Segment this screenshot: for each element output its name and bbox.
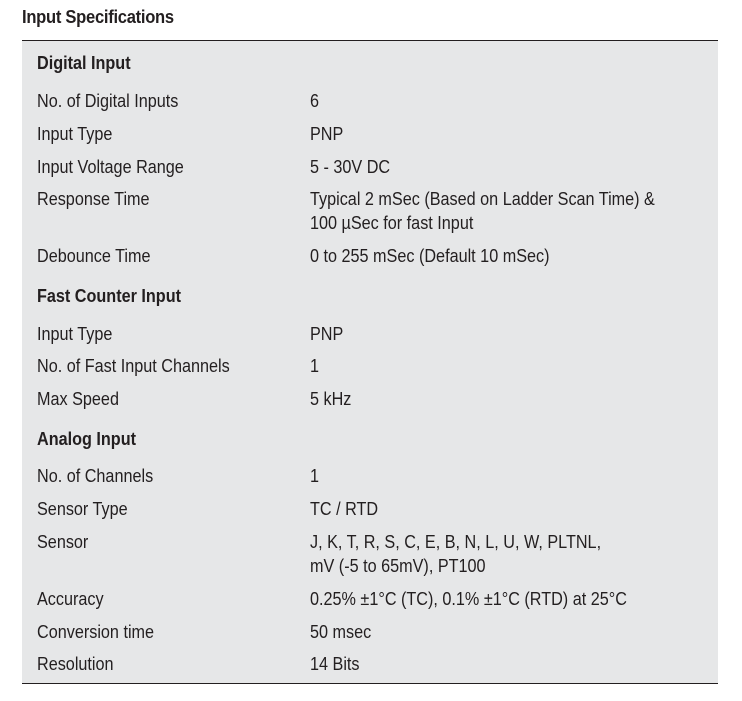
spec-value: J, K, T, R, S, C, E, B, N, L, U, W, PLTNL, [310,532,602,552]
spec-label: Input Type [37,124,113,144]
spec-value: 5 kHz [310,389,352,409]
spec-value: PNP [310,124,344,144]
spec-label: Max Speed [37,389,119,409]
spec-value: 50 msec [310,622,372,642]
spec-value: 0.25% ±1°C (TC), 0.1% ±1°C (RTD) at 25°C [310,589,627,609]
spec-value: Typical 2 mSec (Based on Ladder Scan Time) & [310,189,655,209]
spec-label: No. of Fast Input Channels [37,356,230,376]
spec-label: Debounce Time [37,246,151,266]
spec-label: No. of Channels [37,466,154,486]
spec-label: Sensor Type [37,499,128,519]
spec-label: Conversion time [37,622,155,642]
spec-label: No. of Digital Inputs [37,91,179,111]
spec-value-line-2: mV (-5 to 65mV), PT100 [310,556,486,576]
spec-label: Input Voltage Range [37,157,184,177]
spec-label: Input Type [37,324,113,344]
spec-value: 1 [310,356,320,376]
spec-table [22,40,718,684]
spec-value-line-2: 100 µSec for fast Input [310,213,474,233]
spec-label: Sensor [37,532,89,552]
spec-value: TC / RTD [310,499,379,519]
spec-label: Resolution [37,654,114,674]
spec-label: Response Time [37,189,150,209]
spec-value: 14 Bits [310,654,360,674]
section-heading-fast-counter-input: Fast Counter Input [37,286,181,306]
spec-label: Accuracy [37,589,104,609]
page-title: Input Specifications [22,7,174,27]
spec-value: PNP [310,324,344,344]
spec-value: 5 - 30V DC [310,157,391,177]
spec-value: 0 to 255 mSec (Default 10 mSec) [310,246,550,266]
section-heading-digital-input: Digital Input [37,53,131,73]
spec-value: 6 [310,91,320,111]
spec-value: 1 [310,466,320,486]
section-heading-analog-input: Analog Input [37,429,136,449]
